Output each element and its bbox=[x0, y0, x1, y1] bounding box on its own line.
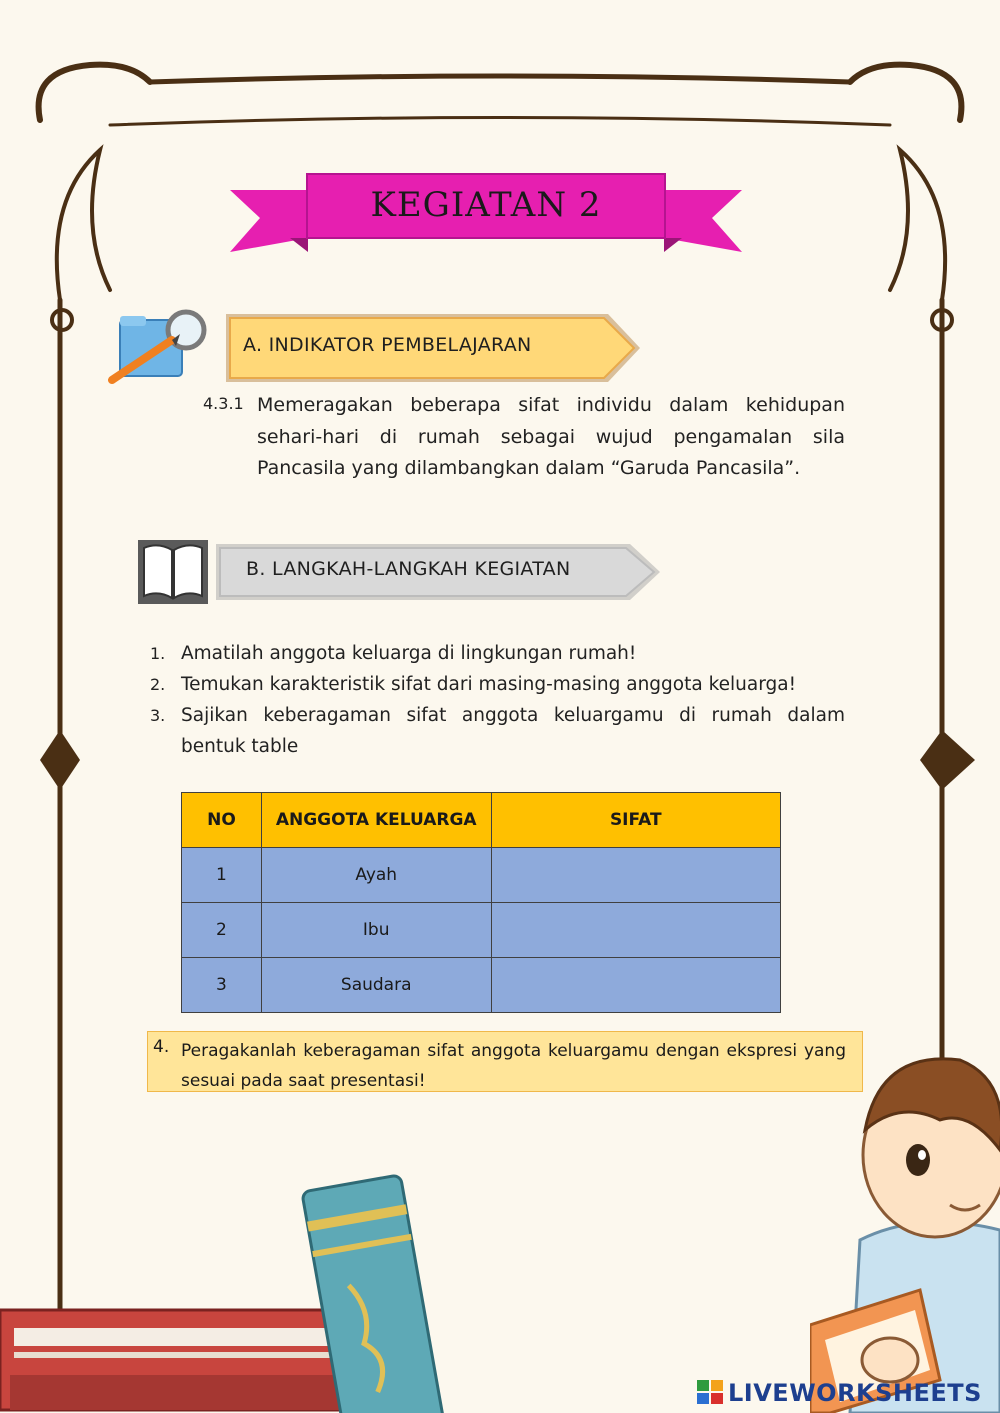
liveworksheets-logo-icon bbox=[697, 1380, 725, 1406]
step-text: Sajikan keberagaman sifat anggota keluargamu di rumah dalam bentuk table bbox=[181, 705, 845, 757]
indicator-text: Memeragakan beberapa sifat individu dalam kehidupan sehari-hari di rumah sebagai wujud pengamalan sila Pancasila yang dilambangkan dalam “Garuda Pancasila”. bbox=[257, 394, 845, 479]
table-row bbox=[182, 903, 781, 958]
indicator-number: 4.3.1 bbox=[203, 394, 244, 413]
cell-no: 3 bbox=[182, 958, 262, 1013]
step-number: 2. bbox=[150, 675, 166, 694]
section-a-label: A. INDIKATOR PEMBELAJARAN bbox=[243, 334, 532, 356]
folder-search-icon bbox=[108, 306, 212, 386]
cell-member: Saudara bbox=[261, 958, 491, 1013]
header-no: NO bbox=[182, 793, 262, 848]
step-number: 3. bbox=[150, 706, 166, 725]
watermark bbox=[697, 1378, 982, 1408]
cell-trait-input[interactable] bbox=[491, 903, 780, 958]
note-number: 4. bbox=[153, 1037, 170, 1057]
table-header-row bbox=[182, 793, 781, 848]
steps-list bbox=[150, 638, 845, 762]
cell-member: Ibu bbox=[261, 903, 491, 958]
book-icon bbox=[136, 538, 210, 606]
book-stack-icon bbox=[0, 1170, 470, 1413]
list-item bbox=[150, 638, 845, 669]
step-number: 1. bbox=[150, 644, 166, 663]
cell-no: 1 bbox=[182, 848, 262, 903]
note-text: Peragakanlah keberagaman sifat anggota keluargamu dengan ekspresi yang sesuai pada saat presentasi! bbox=[181, 1041, 846, 1091]
family-traits-table bbox=[181, 792, 781, 1013]
step-text: Amatilah anggota keluarga di lingkungan rumah! bbox=[181, 643, 637, 664]
cell-trait-input[interactable] bbox=[491, 958, 780, 1013]
boy-reading-illustration bbox=[810, 1040, 1000, 1413]
table-row bbox=[182, 958, 781, 1013]
cell-trait-input[interactable] bbox=[491, 848, 780, 903]
section-b-label: B. LANGKAH-LANGKAH KEGIATAN bbox=[246, 558, 571, 580]
step-text: Temukan karakteristik sifat dari masing-masing anggota keluarga! bbox=[181, 674, 796, 695]
cell-no: 2 bbox=[182, 903, 262, 958]
list-item bbox=[150, 669, 845, 700]
header-trait: SIFAT bbox=[491, 793, 780, 848]
page-title: KEGIATAN 2 bbox=[370, 185, 602, 225]
list-item bbox=[150, 700, 845, 762]
instruction-note bbox=[147, 1031, 863, 1092]
watermark-text: LIVEWORKSHEETS bbox=[728, 1379, 982, 1407]
table-row bbox=[182, 848, 781, 903]
cell-member: Ayah bbox=[261, 848, 491, 903]
header-member: ANGGOTA KELUARGA bbox=[261, 793, 491, 848]
